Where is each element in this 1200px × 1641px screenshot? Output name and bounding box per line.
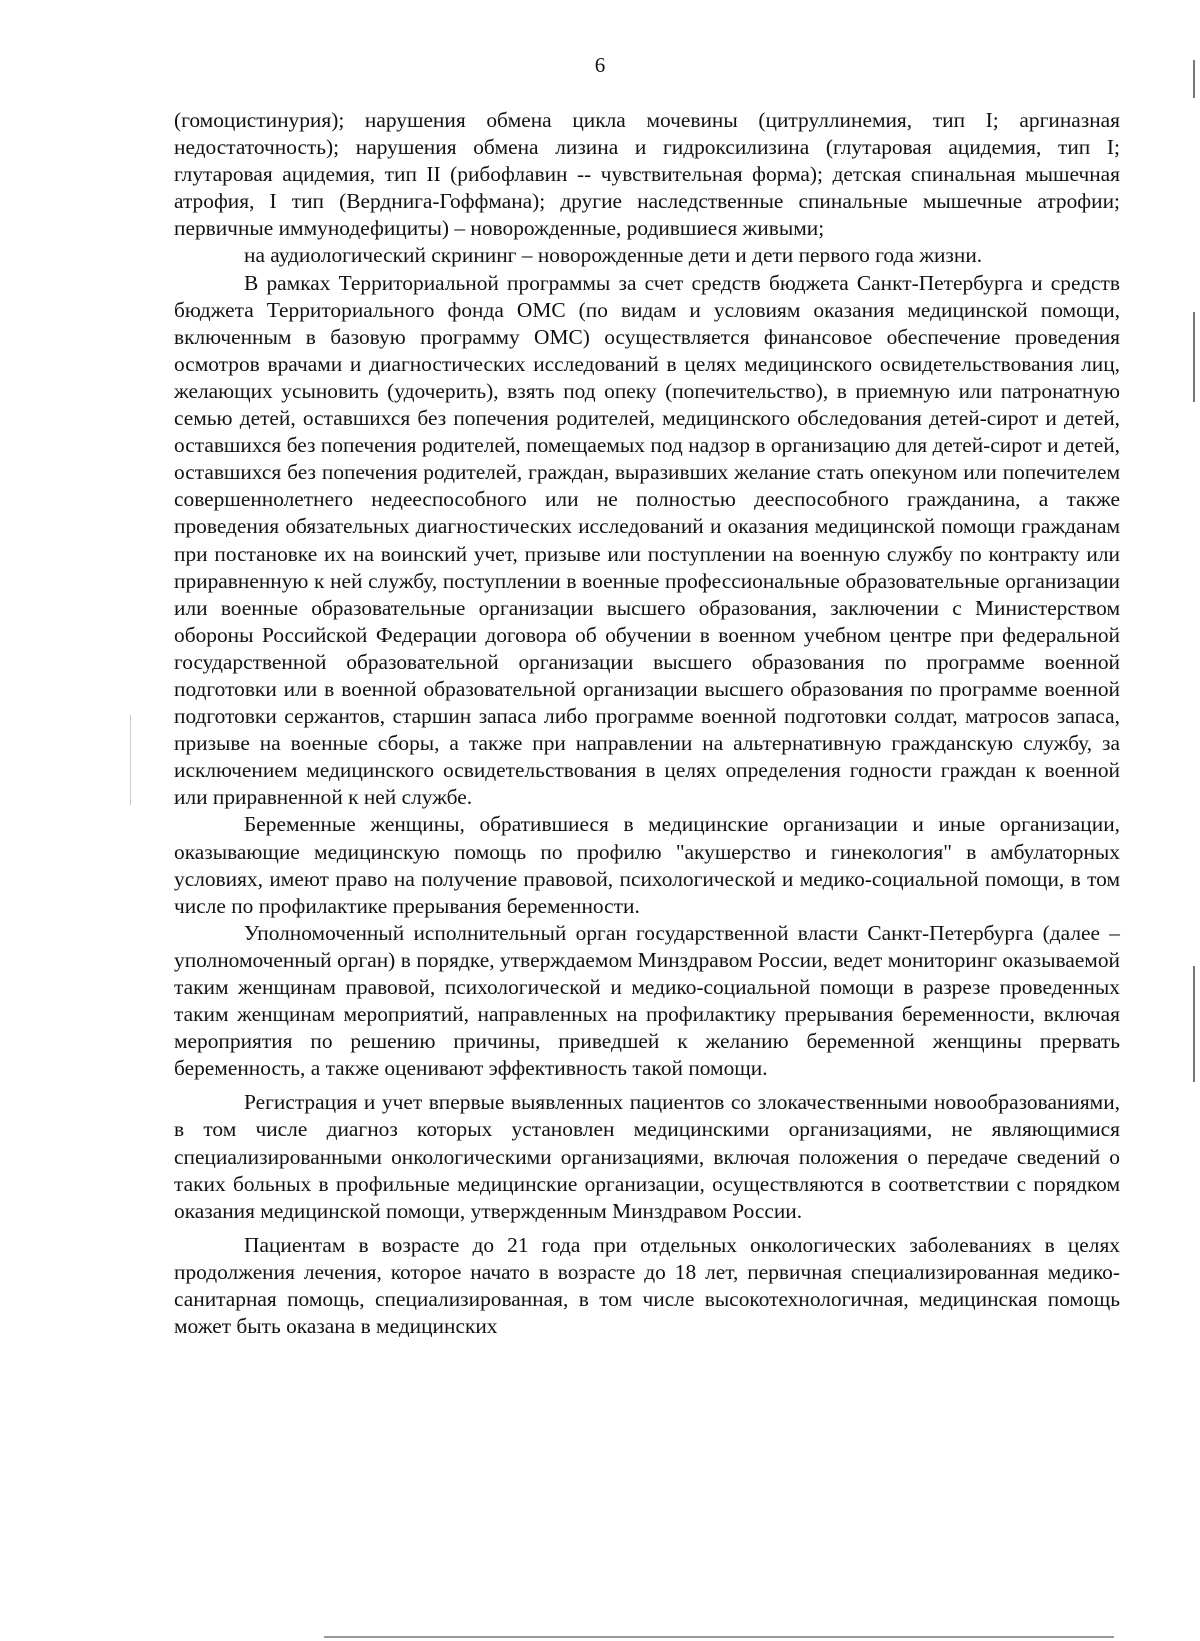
scan-edge-mark bbox=[130, 715, 131, 805]
page-number: 6 bbox=[594, 53, 606, 77]
document-body bbox=[174, 107, 1120, 1340]
paragraph-patients-under-21: Пациентам в возрасте до 21 года при отдельных онкологических заболеваниях в целях продолжения лечения, которое начато в возрасте до 18 лет, первичная специализированная медико-санитарная помощь, специализированная, в том числе высокотехнологичная, медицинская помощь может быть оказана в медицинских bbox=[174, 1232, 1120, 1339]
paragraph-audiology-screening: на аудиологический скрининг – новорожденные дети и дети первого года жизни. bbox=[244, 243, 983, 268]
paragraph-diseases-list: (гомоцистинурия); нарушения обмена цикла мочевины (цитруллинемия, тип I; аргиназная недостаточность); нарушения обмена лизина и гидроксилизина (глутаровая ацидемия, тип I; глутаровая ацидемия, тип II (рибофлавин -- чувствительная форма); детская спинальная мышечная атрофия, I тип (Верднига-Гоффмана); другие наследственные спинальные мышечные атрофии; первичные иммунодефициты) – новорожденные, родившиеся живыми; bbox=[174, 108, 1120, 241]
paragraph-authorized-body: Уполномоченный исполнительный орган государственной власти Санкт-Петербурга (далее – уполномоченный орган) в порядке, утверждаемом Минздравом России, ведет мониторинг оказываемой таким женщинам правовой, психологической и медико-социальной помощи в разрезе проведенных таким женщинам мероприятий, направленных на профилактику прерывания беременности, включая мероприятия по решению причины, приведшей к желанию беременной женщины прервать беременность, а также оценивают эффективность такой помощи. bbox=[174, 920, 1120, 1081]
paragraph-pregnant-women: Беременные женщины, обратившиеся в медицинские организации и иные организации, оказывающие медицинскую помощь по профилю "акушерство и гинекология" в амбулаторных условиях, имеют право на получение правовой, психологической и медико-социальной помощи, в том числе по профилактике прерывания беременности. bbox=[174, 812, 1120, 918]
scan-edge-mark bbox=[1193, 312, 1195, 402]
paragraph-territorial-program: В рамках Территориальной программы за счет средств бюджета Санкт-Петербурга и средств бюджета Территориального фонда ОМС (по видам и условиям оказания медицинской помощи, включенным в базовую программу ОМС) осуществляется финансовое обеспечение проведения осмотров врачами и диагностических исследований в целях медицинского освидетельствования лиц, желающих усыновить (удочерить), взять под опеку (попечительство), в приемную или патронатную семью детей, оставшихся без попечения родителей, медицинского обследования детей-сирот и детей, оставшихся без попечения родителей, помещаемых под надзор в организацию для детей-сирот и детей, оставшихся без попечения родителей, граждан, выразивших желание стать опекуном или попечителем совершеннолетнего недееспособного или не полностью дееспособного гражданина, а также проведения обязательных диагностических исследований и оказания медицинской помощи гражданам при постановке их на воинский учет, призыве или поступлении на военную службу по контракту или приравненную к ней службу, поступлении в военные профессиональные образовательные организации или военные образовательные организации высшего образования, заключении с Министерством обороны Российской Федерации договора об обучении в военном учебном центре при федеральной государственной образовательной организации высшего образования по программе военной подготовки или в военной образовательной организации высшего образования по программе военной подготовки сержантов, старшин запаса либо программе военной подготовки солдат, матросов запаса, призыве на военные сборы, а также при направлении на альтернативную гражданскую службу, за исключением медицинского освидетельствования в целях определения годности граждан к военной или приравненной к ней службе. bbox=[174, 270, 1120, 810]
paragraph-oncology-registration: Регистрация и учет впервые выявленных пациентов со злокачественными новообразованиями, в том числе диагноз которых установлен медицинскими организациями, не являющимися специализированными онкологическими организациями, включая положения о передаче сведений о таких больных в профильные медицинские организации, осуществляются в соответствии с порядком оказания медицинской помощи, утвержденным Минздравом России. bbox=[174, 1090, 1120, 1223]
scan-bottom-line bbox=[324, 1636, 1114, 1638]
scan-edge-mark bbox=[1193, 966, 1195, 1082]
scan-edge-mark bbox=[1193, 60, 1195, 98]
